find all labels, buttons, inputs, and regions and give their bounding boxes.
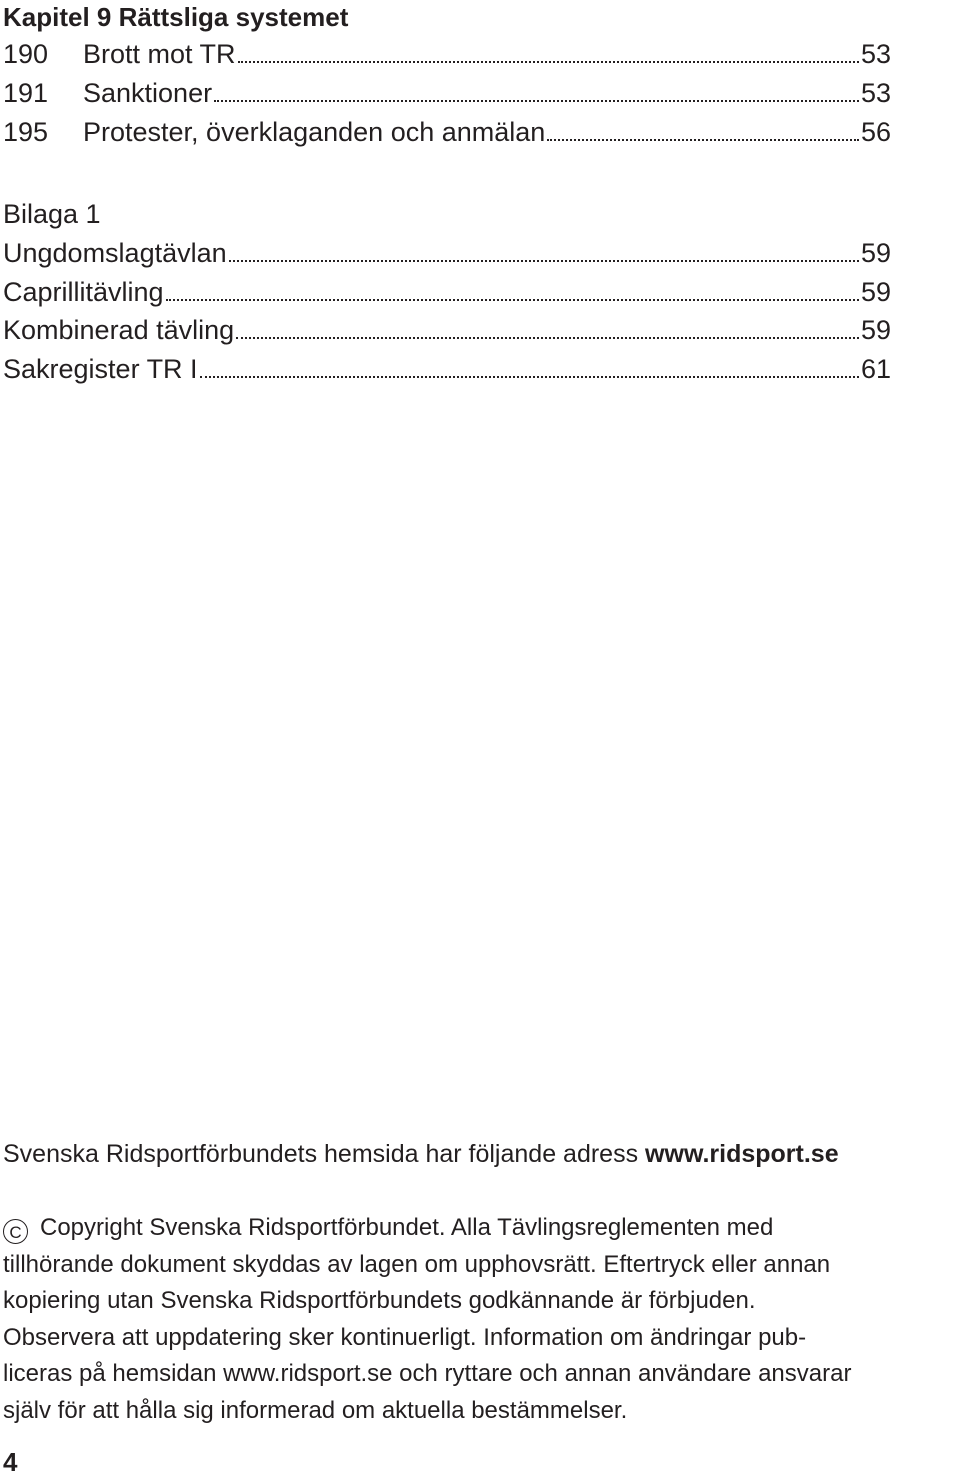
toc-entry[interactable]: [3, 351, 891, 387]
toc-entry-page: 56: [860, 117, 891, 147]
toc-entry-page: 59: [860, 277, 891, 307]
copyright-icon: C: [3, 1219, 28, 1244]
copyright-line: tillhörande dokument skyddas av lagen om upphovsrätt. Eftertryck eller annan: [3, 1250, 831, 1278]
toc-entry-number: 190: [3, 39, 49, 69]
toc-entry[interactable]: [3, 235, 891, 271]
toc-entry[interactable]: [3, 312, 891, 348]
website-note-text: Svenska Ridsportförbundets hemsida har följande adress: [3, 1140, 639, 1168]
appendix-heading: Bilaga 1: [3, 199, 101, 229]
chapter-heading: Kapitel 9 Rättsliga systemet: [3, 2, 349, 32]
toc-entry-title: Sakregister TR I: [3, 354, 198, 384]
copyright-line: Copyright Svenska Ridsportförbundet. Alla Tävlingsreglementen med: [40, 1214, 774, 1241]
copyright-line: kopiering utan Svenska Ridsportförbundets godkännande är förbjuden.: [3, 1287, 756, 1314]
toc-entry-page: 59: [860, 315, 891, 345]
toc-entry-title: Protester, överklaganden och anmälan: [83, 117, 546, 147]
toc-entry-page: 59: [860, 238, 891, 268]
toc-entry-title: Ungdomslagtävlan: [3, 238, 227, 268]
website-note: [3, 1136, 839, 1172]
toc-entry-title: Kombinerad tävling: [3, 315, 235, 345]
toc-entry-number: 195: [3, 117, 49, 147]
dot-leader: [236, 337, 859, 339]
toc-entry[interactable]: [3, 75, 891, 111]
copyright-line: liceras på hemsidan www.ridsport.se och ryttare och annan användare ansvarar: [3, 1360, 852, 1387]
toc-entry-page: 61: [860, 354, 891, 384]
dot-leader: [229, 260, 859, 262]
dot-leader: [547, 139, 859, 141]
toc-entry-title: Caprillitävling: [3, 277, 164, 307]
dot-leader: [214, 100, 859, 102]
toc-entry[interactable]: [3, 274, 891, 310]
copyright-line: själv för att hålla sig informerad om aktuella bestämmelser.: [3, 1396, 628, 1424]
toc-entry-page: 53: [860, 39, 891, 69]
dot-leader: [200, 376, 859, 378]
dot-leader: [166, 299, 859, 301]
toc-entry[interactable]: [3, 114, 891, 150]
toc-entry-title: Sanktioner: [83, 78, 213, 108]
copyright-line: Observera att uppdatering sker kontinuerligt. Information om ändringar pub-: [3, 1323, 807, 1351]
toc-entry-title: Brott mot TR: [83, 39, 236, 69]
dot-leader: [238, 61, 859, 63]
toc-entry[interactable]: [3, 36, 891, 72]
page-number: 4: [3, 1447, 18, 1477]
website-link[interactable]: www.ridsport.se: [645, 1140, 839, 1168]
copyright-notice: [3, 1210, 957, 1429]
toc-entry-page: 53: [860, 78, 891, 108]
toc-entry-number: 191: [3, 78, 49, 108]
